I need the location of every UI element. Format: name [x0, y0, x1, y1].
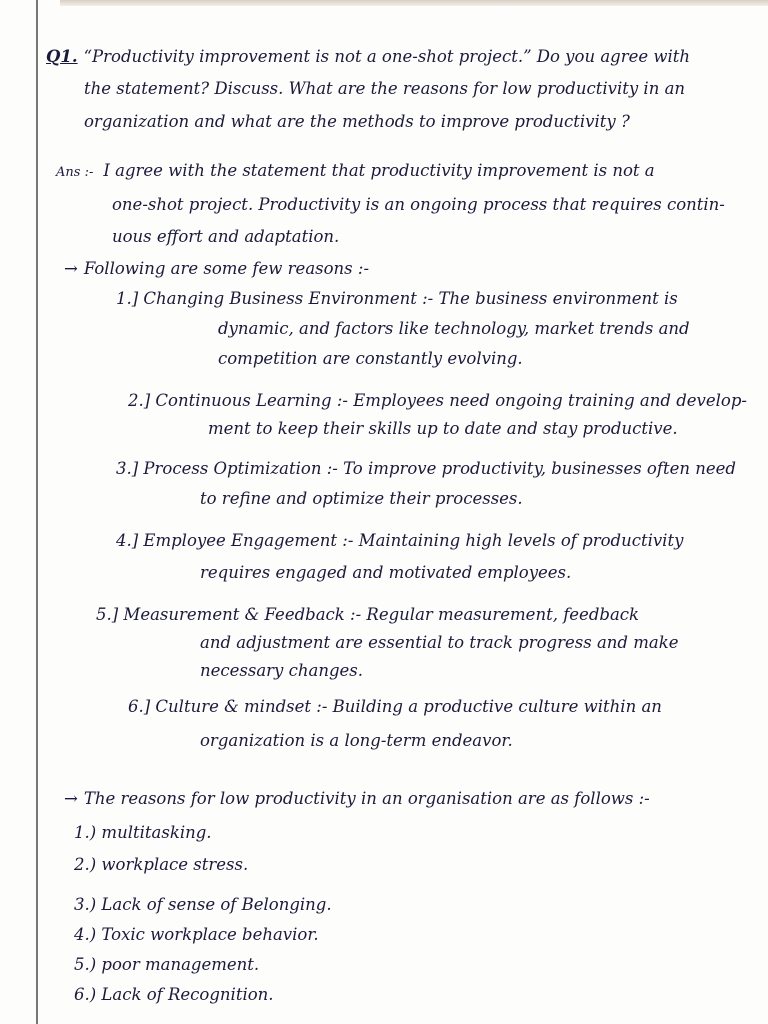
answer-line-3: uous effort and adaptation.	[112, 227, 340, 246]
question-line-2: the statement? Discuss. What are the reasons for low productivity in an	[84, 79, 686, 98]
answer-line-2: one-shot project. Productivity is an ongoing process that requires contin-	[112, 195, 725, 214]
low-productivity-intro-text: The reasons for low productivity in an organisation are as follows :-	[83, 789, 650, 808]
low-productivity-intro	[64, 788, 650, 810]
margin-line	[36, 0, 38, 1024]
reason-3-line-2: to refine and optimize their processes.	[200, 489, 523, 508]
reason-5-line-1: 5.] Measurement & Feedback :- Regular measurement, feedback	[96, 605, 640, 624]
answer-text-1: I agree with the statement that productivity improvement is not a	[103, 161, 655, 180]
reason-4-line-1: 4.] Employee Engagement :- Maintaining high levels of productivity	[116, 531, 684, 550]
reason-3-line-1: 3.] Process Optimization :- To improve productivity, businesses often need	[116, 459, 736, 478]
reason-6-line-2: organization is a long-term endeavor.	[200, 731, 513, 750]
answer-line-1	[56, 160, 655, 184]
reason-2-line-1: 2.] Continuous Learning :- Employees need ongoing training and develop-	[128, 391, 747, 410]
arrow-icon: →	[64, 789, 78, 808]
reasons-intro-text: Following are some few reasons :-	[83, 259, 370, 278]
reason-2-line-2: ment to keep their skills up to date and stay productive.	[208, 419, 678, 438]
reason-1-line-2: dynamic, and factors like technology, market trends and	[218, 319, 690, 338]
question-label: Q1.	[46, 47, 78, 66]
arrow-icon: →	[64, 259, 78, 278]
low-reason-5: 5.) poor management.	[74, 955, 260, 974]
question-text-1: “Productivity improvement is not a one-shot project.” Do you agree with	[83, 47, 691, 66]
question-line-3: organization and what are the methods to improve productivity ?	[84, 112, 630, 131]
reason-1-line-1: 1.] Changing Business Environment :- The business environment is	[116, 289, 678, 308]
reason-5-line-3: necessary changes.	[200, 661, 363, 680]
low-reason-6: 6.) Lack of Recognition.	[74, 985, 274, 1004]
low-reason-4: 4.) Toxic workplace behavior.	[74, 925, 319, 944]
reason-6-line-1: 6.] Culture & mindset :- Building a productive culture within an	[128, 697, 662, 716]
answer-label: Ans :-	[56, 165, 94, 180]
low-reason-2: 2.) workplace stress.	[74, 855, 249, 874]
low-reason-3: 3.) Lack of sense of Belonging.	[74, 895, 332, 914]
low-reason-1: 1.) multitasking.	[74, 823, 212, 842]
reason-4-line-2: requires engaged and motivated employees.	[200, 563, 572, 582]
reasons-intro	[64, 258, 369, 280]
reason-1-line-3: competition are constantly evolving.	[218, 349, 523, 368]
question-line-1	[46, 46, 690, 68]
page-top-edge	[60, 0, 768, 6]
reason-5-line-2: and adjustment are essential to track progress and make	[200, 633, 679, 652]
